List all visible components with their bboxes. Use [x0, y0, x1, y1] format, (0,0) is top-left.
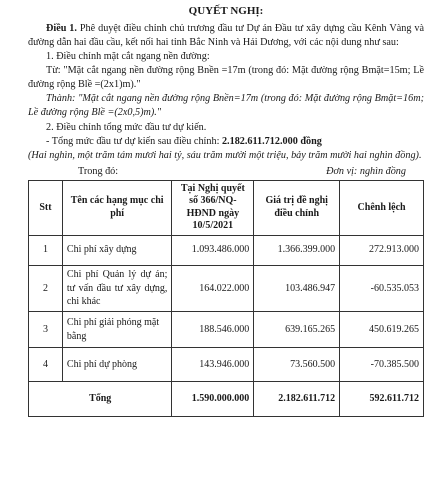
item-2-heading: 2. Điều chỉnh tổng mức đầu tư dự kiến. — [46, 121, 207, 133]
row-name: Chi phí xây dựng — [62, 235, 171, 265]
table-caption-row — [28, 165, 424, 179]
total-proposed: 2.182.611.712 — [254, 382, 340, 417]
item-1-heading: 1. Điều chỉnh mặt cắt ngang nền đường: — [46, 51, 210, 63]
row-name: Chi phí giải phóng mặt bằng — [62, 312, 171, 348]
to-text: Thành: "Mặt cắt ngang nền đường rộng Bnền=17m (trong đó: Mặt đường rộng Bmặt=16m; Lề đường rộng Blề =(2x0,5)m)." — [28, 93, 424, 119]
row-approved: 1.093.486.000 — [172, 235, 254, 265]
article-1-label: Điều 1. — [46, 23, 77, 34]
row-approved: 164.022.000 — [172, 265, 254, 311]
total-investment — [28, 135, 424, 149]
header-proposed: Giá trị đề nghị điều chỉnh — [254, 180, 340, 235]
row-proposed: 639.165.265 — [254, 312, 340, 348]
in-which-label: Trong đó: — [78, 165, 119, 177]
document-title: QUYẾT NGHỊ: — [188, 5, 264, 17]
row-stt: 3 — [29, 312, 63, 348]
row-diff: 450.619.265 — [340, 312, 424, 348]
row-approved: 143.946.000 — [172, 348, 254, 382]
header-name: Tên các hạng mục chi phí — [62, 180, 171, 235]
table-total-row — [29, 382, 424, 417]
header-diff: Chênh lệch — [340, 180, 424, 235]
from-text: Từ: "Mặt cắt ngang nền đường rộng Bnền =17m (trong đó: Mặt đường rộng Bmặt=15m; Lề đường rộng Blề =(2x1)m)." — [28, 65, 424, 91]
article-1 — [28, 22, 424, 50]
table-row — [29, 235, 424, 265]
table-header-row — [29, 180, 424, 235]
table-row — [29, 348, 424, 382]
row-name: Chi phí dự phòng — [62, 348, 171, 382]
table-row — [29, 312, 424, 348]
total-approved: 1.590.000.000 — [172, 382, 254, 417]
header-stt: Stt — [29, 180, 63, 235]
row-stt: 4 — [29, 348, 63, 382]
table-row — [29, 265, 424, 311]
unit-label: Đơn vị: nghìn đồng — [326, 165, 406, 177]
total-value: 2.182.611.712.000 đồng — [221, 135, 322, 147]
row-diff: -70.385.500 — [340, 348, 424, 382]
row-proposed: 73.560.500 — [254, 348, 340, 382]
header-approved: Tại Nghị quyết số 366/NQ-HĐND ngày 10/5/2021 — [172, 180, 254, 235]
total-in-words: (Hai nghìn, một trăm tám mươi hai tỷ, sáu trăm mười một triệu, bảy trăm mười hai nghìn đồng). — [28, 149, 422, 161]
row-stt: 2 — [29, 265, 63, 311]
row-name: Chi phí Quản lý dự án; tư vấn đầu tư xây dựng, chi khác — [62, 265, 171, 311]
article-1-text: Phê duyệt điều chỉnh chủ trương đầu tư Dự án Đầu tư xây dựng cầu Kênh Vàng và đường dẫn hai đầu cầu, kết nối hai tỉnh Bắc Ninh và Hải Dương, với các nội dung như sau: — [28, 23, 424, 49]
row-proposed: 1.366.399.000 — [254, 235, 340, 265]
row-diff: 272.913.000 — [340, 235, 424, 265]
cost-table — [28, 180, 424, 417]
total-diff: 592.611.712 — [340, 382, 424, 417]
row-diff: -60.535.053 — [340, 265, 424, 311]
total-label: Tổng — [29, 382, 172, 417]
total-intro: - Tổng mức đầu tư dự kiến sau điều chỉnh: — [46, 135, 222, 147]
row-proposed: 103.486.947 — [254, 265, 340, 311]
row-stt: 1 — [29, 235, 63, 265]
row-approved: 188.546.000 — [172, 312, 254, 348]
